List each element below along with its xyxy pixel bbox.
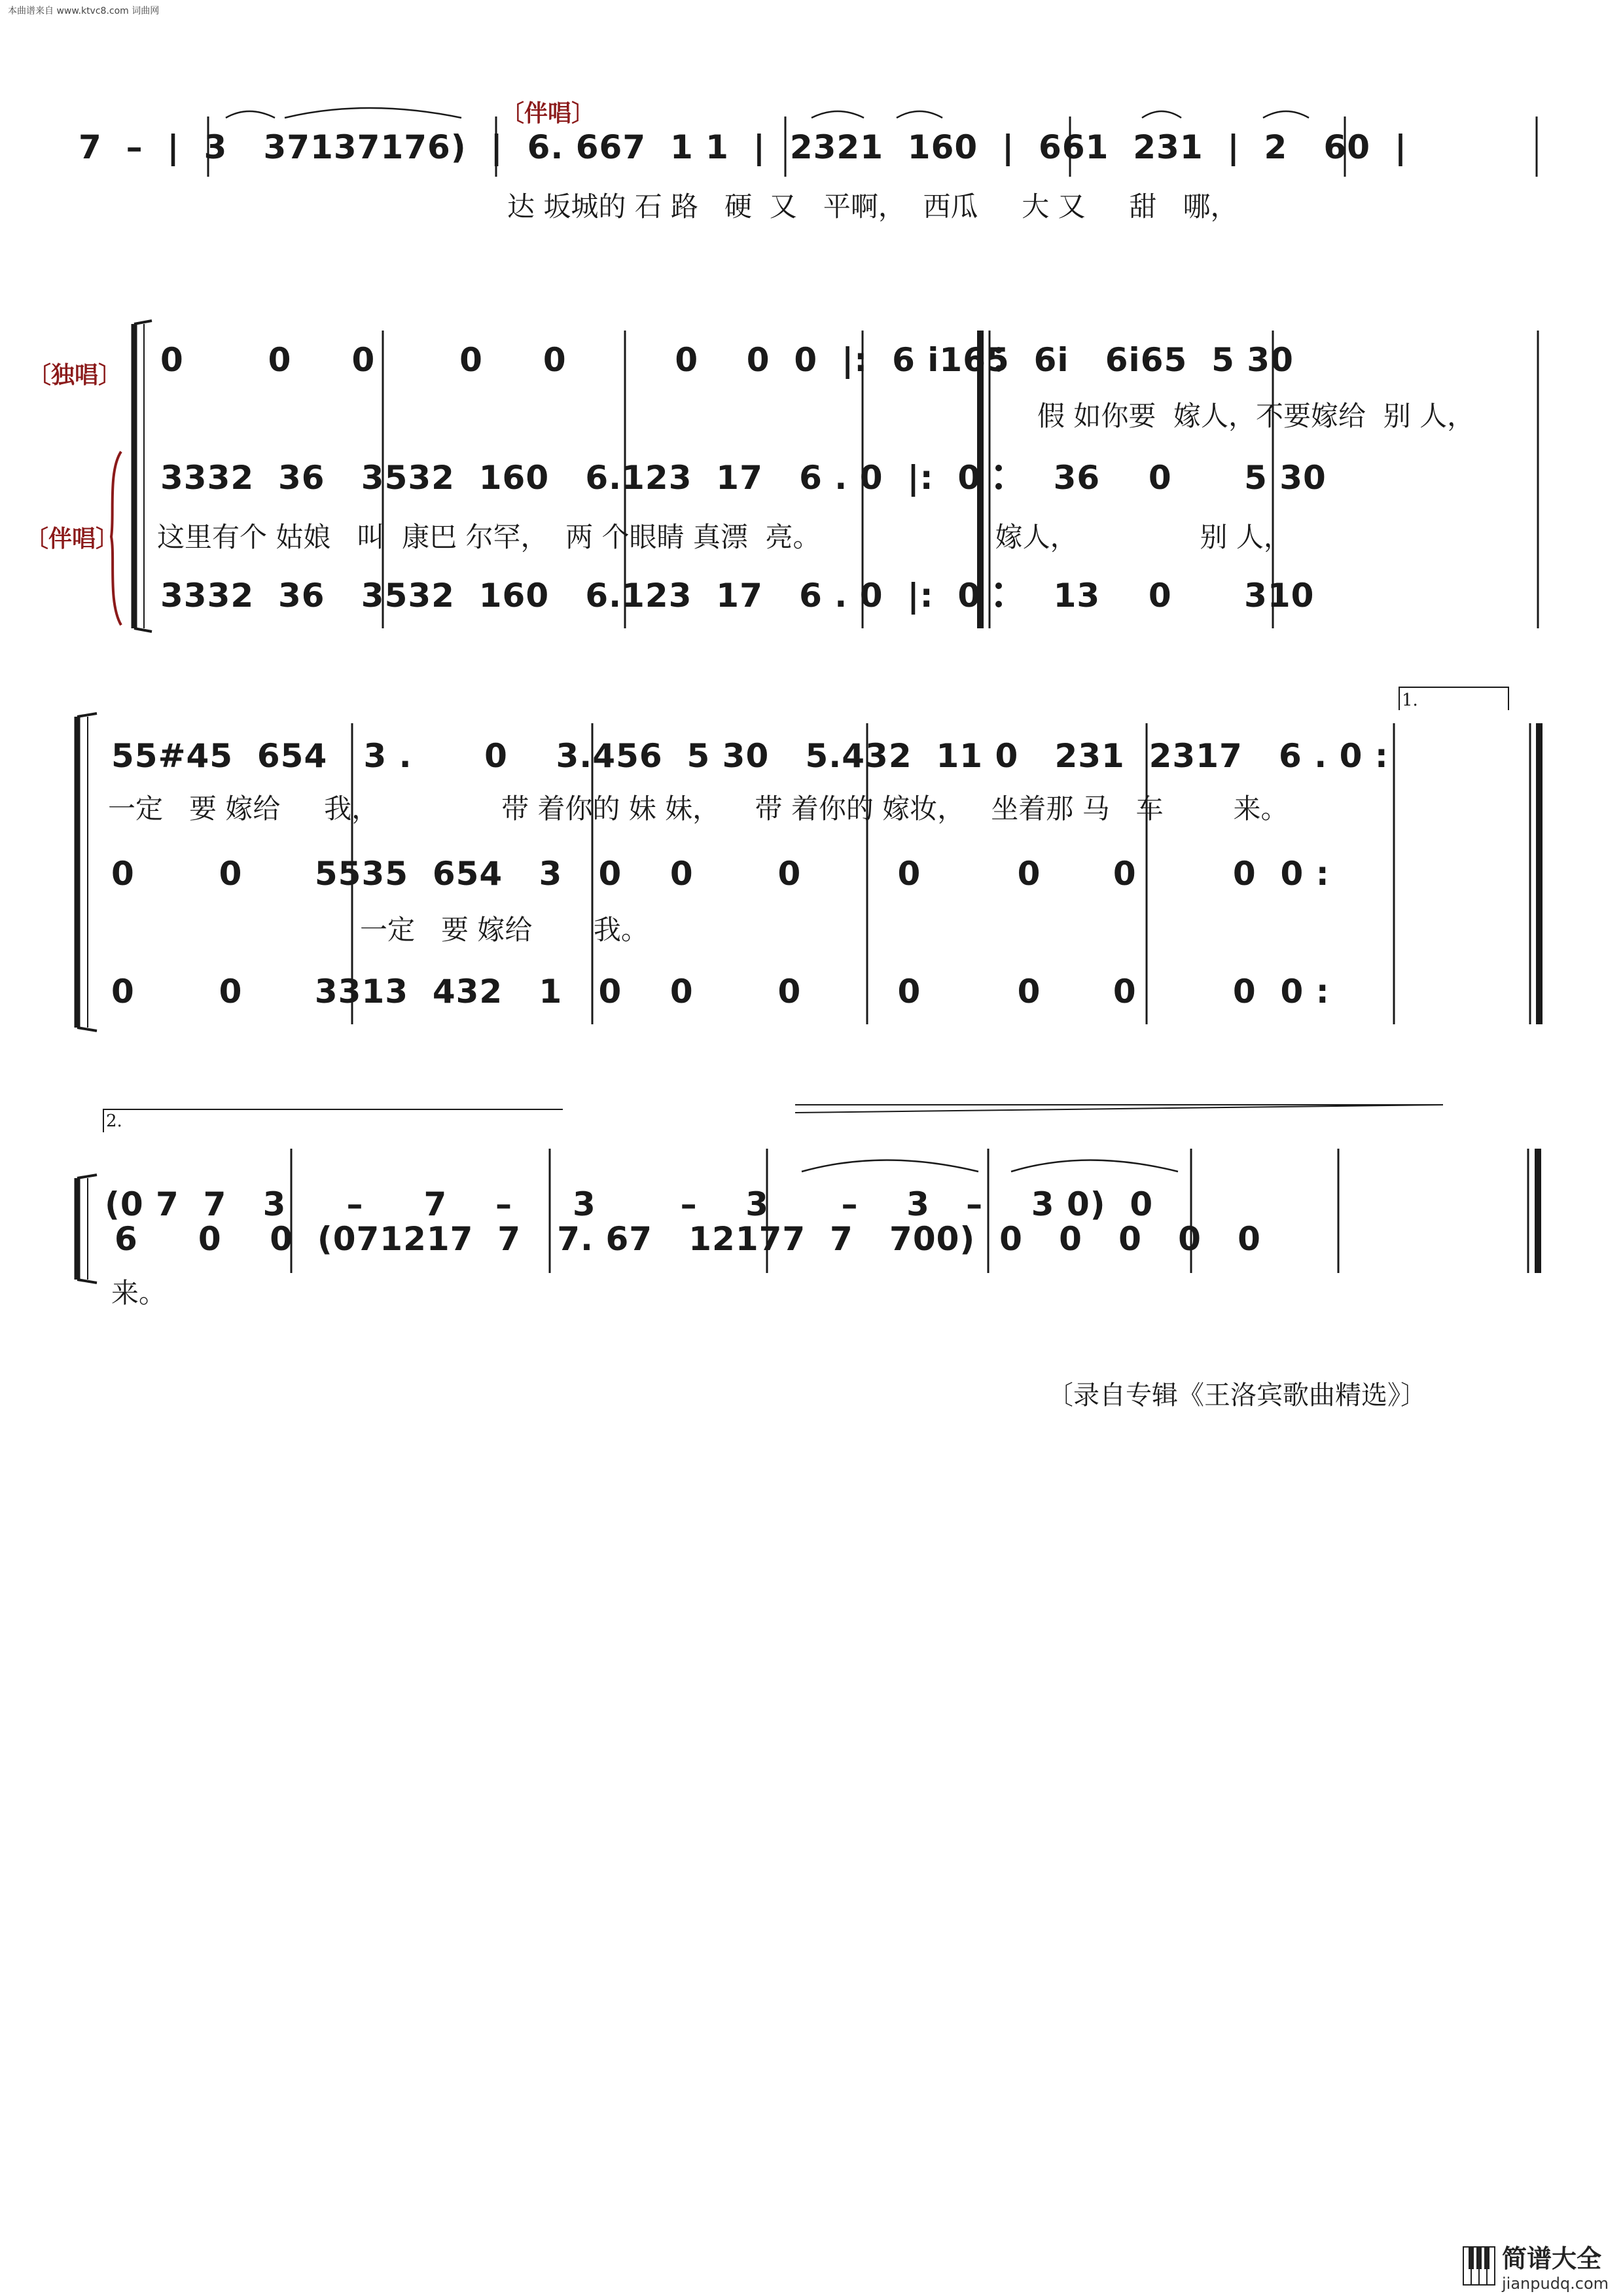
hairpin-bottom bbox=[795, 1105, 1443, 1113]
sys2-solo-lyrics: 假 如你要 嫁人，不要嫁给 别 人， bbox=[1037, 400, 1475, 432]
sys2-acc1-notes: 3332 36 3532 160 6.123 17 6 . 0 |: 0 36 0 5 30 bbox=[160, 459, 1327, 497]
volta-2-bracket bbox=[103, 1109, 563, 1132]
sys2-bracket bbox=[134, 321, 152, 632]
site-note: 本曲谱来自 www.ktvc8.com 词曲网 bbox=[8, 6, 160, 16]
source-note: 〔录自专辑《王洛宾歌曲精选》〕 bbox=[1047, 1380, 1427, 1410]
sys4-final-bar bbox=[1528, 1149, 1538, 1273]
piano-keys-icon bbox=[1463, 2246, 1495, 2286]
logo-url: jianpudq.com bbox=[1502, 2274, 1609, 2293]
sys4-bracket bbox=[77, 1175, 97, 1283]
sys3-v2-lyrics: 一定 要 嫁给 我。 bbox=[360, 914, 649, 946]
volta-2-label: 2. bbox=[106, 1111, 122, 1131]
logo-title: 简谱大全 bbox=[1502, 2244, 1602, 2273]
sys2-acc2-notes: 3332 36 3532 160 6.123 17 6 . 0 |: 0 13 0 310 bbox=[160, 577, 1315, 615]
sys4-v2-notes: 6 0 0 (071217 7 7. 67 12177 7 700) 0 0 0 0 0 bbox=[115, 1220, 1261, 1258]
volta-1-label: 1. bbox=[1402, 691, 1418, 710]
sys2-solo-notes: 0 0 0 0 0 0 0 0 |: 6 i165 6i 6i65 5 30 bbox=[160, 341, 1294, 379]
accomp-label-top: 〔伴唱〕 bbox=[501, 100, 596, 127]
sys4-v1-notes: (0 7 7 3 – 7 – 3 – 3 – 3 – 3 0) 0 bbox=[105, 1185, 1154, 1223]
sys3-bracket bbox=[77, 713, 97, 1031]
sys2-acc1-lyrics: 这里有个 姑娘 叫 康巴 尔罕， 两 个眼睛 真漂 亮。 嫁人， 别 人， bbox=[157, 521, 1291, 553]
solo-label: 〔独唱〕 bbox=[27, 362, 122, 389]
sys3-v3-notes: 0 0 3313 432 1 0 0 0 0 0 0 0 0 : bbox=[111, 973, 1330, 1011]
site-logo bbox=[1463, 2238, 1609, 2293]
sys3-v2-notes: 0 0 5535 654 3 0 0 0 0 0 0 0 0 : bbox=[111, 855, 1330, 893]
sys1-notes: 7 – | 3 37137176) | 6. 667 1 1 | 2321 160 | 661 231 | 2 60 | bbox=[79, 128, 1408, 166]
sys4-v2-lyrics: 来。 bbox=[111, 1277, 167, 1309]
sys3-v1-lyrics: 一定 要 嫁给 我， 带 着你的 妹 妹， 带 着你的 嫁妆， 坐着那 马 车 来。 bbox=[108, 793, 1289, 825]
accomp-label: 〔伴唱〕 bbox=[25, 526, 120, 552]
sys3-v1-notes: 55#45 654 3 . 0 3.456 5 30 5.432 11 0 231 2317 6 . 0 : bbox=[111, 737, 1389, 775]
sys1-lyrics: 达 坂城的 石 路 硬 又 平啊， 西瓜 大 又 甜 哪， bbox=[507, 190, 1238, 223]
sys3-repeat-end bbox=[1530, 723, 1539, 1024]
